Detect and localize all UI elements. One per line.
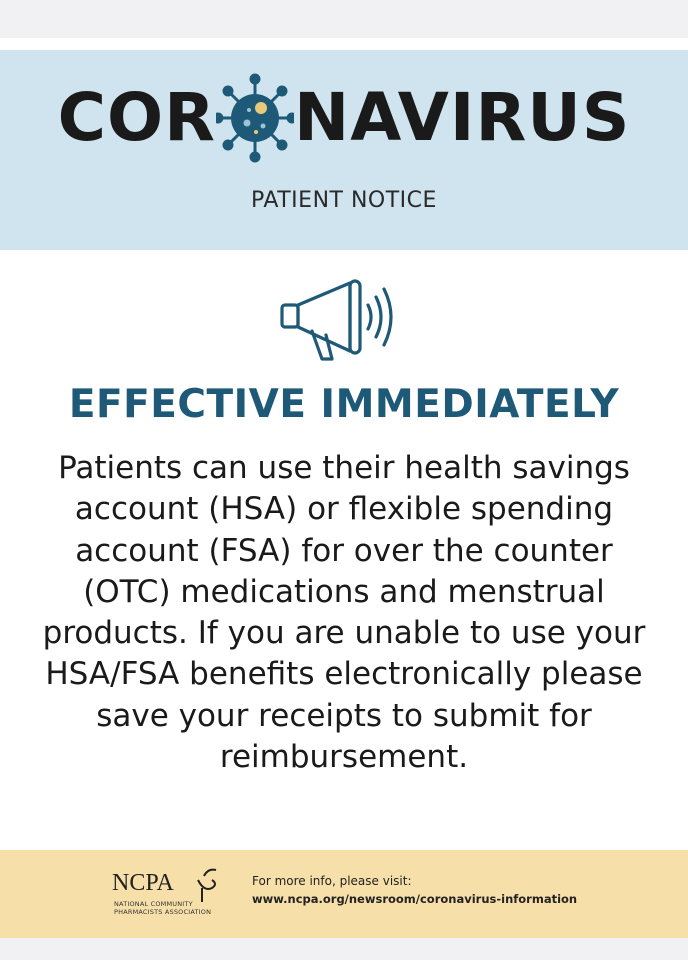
notice-body: Patients can use their health savings account (HSA) or flexible spending account (FSA) for over the counter (OTC) medications and menstrual products. If you are unable to use your HSA/FSA benefits electronically please save your receipts to submit for reimbursement. (42, 450, 646, 776)
title-right: NAVIRUS (293, 79, 631, 156)
title-left: COR (57, 79, 216, 156)
subtitle: PATIENT NOTICE (251, 188, 437, 213)
ncpa-logo-subtext: NATIONAL COMMUNITY PHARMACISTS ASSOCIATION (114, 900, 212, 916)
headline: EFFECTIVE IMMEDIATELY (68, 382, 620, 427)
info-label: For more info, please visit: (252, 874, 412, 888)
ncpa-logo-text: NCPA (112, 870, 174, 896)
virus-icon (216, 68, 294, 168)
info-url-link[interactable]: www.ncpa.org/newsroom/coronavirus-information (252, 892, 578, 906)
megaphone-icon (278, 275, 396, 365)
page-title (0, 68, 688, 168)
